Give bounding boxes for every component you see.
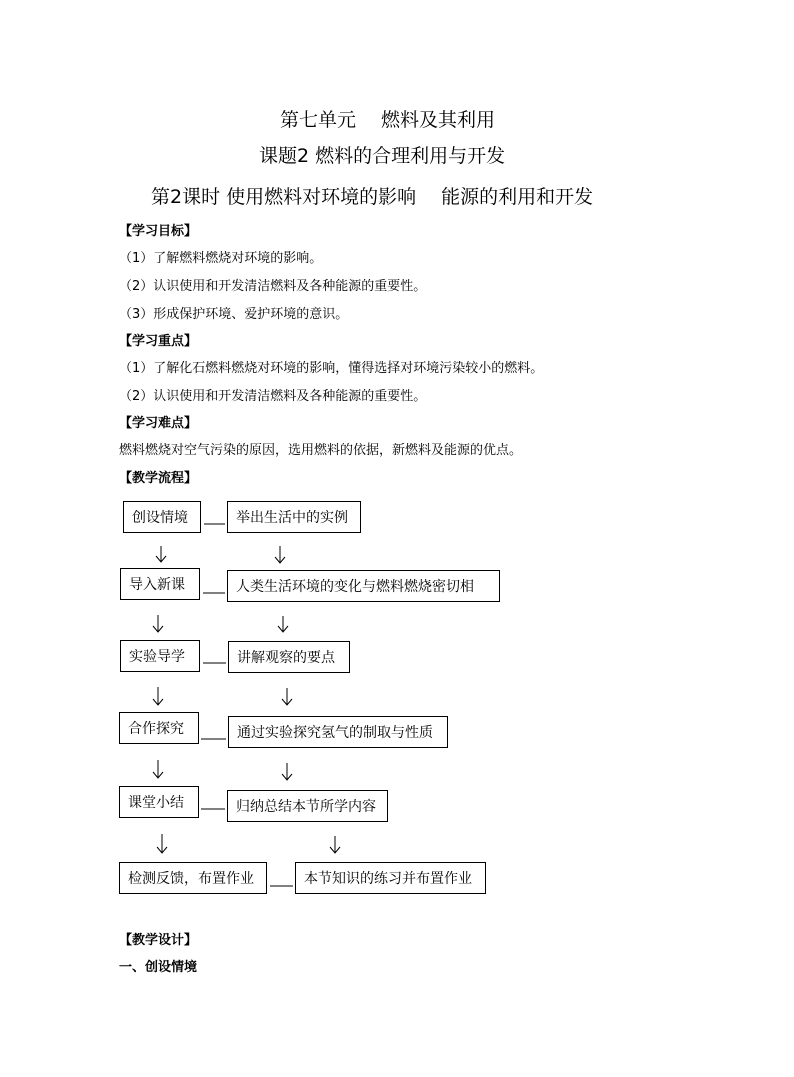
flow-left-box-4: 合作探究 <box>119 712 199 744</box>
left-arrow-3 <box>153 687 163 705</box>
topic-title: 课题2 燃料的合理利用与开发 <box>259 145 506 167</box>
flow-right-box-2: 人类生活环境的变化与燃料燃烧密切相 <box>227 570 500 602</box>
left-arrow-2 <box>153 615 163 632</box>
flow-right-box-3: 讲解观察的要点 <box>228 641 350 673</box>
difficulties-text: 燃料燃烧对空气污染的原因，选用燃料的依据，新燃料及能源的优点。 <box>119 443 523 458</box>
objective-item-1: （1）了解燃料燃烧对环境的影响。 <box>119 251 323 266</box>
right-arrow-5 <box>330 836 340 853</box>
flow-right-box-1: 举出生活中的实例 <box>227 501 361 533</box>
objectives-heading: 【学习目标】 <box>119 224 198 239</box>
design-section-1: 一、创设情境 <box>119 960 198 975</box>
right-arrow-4 <box>282 763 292 780</box>
objective-item-2: （2）认识使用和开发清洁燃料及各种能源的重要性。 <box>119 279 427 294</box>
key-points-heading: 【学习重点】 <box>119 334 198 349</box>
right-arrow-3 <box>282 688 292 705</box>
left-arrow-1 <box>156 546 166 562</box>
left-arrow-5 <box>157 834 167 853</box>
flow-left-box-1: 创设情境 <box>123 501 201 533</box>
flow-left-box-6: 检测反馈，布置作业 <box>119 862 267 894</box>
unit-title: 第七单元 燃料及其利用 <box>280 109 496 131</box>
difficulties-heading: 【学习难点】 <box>119 416 198 431</box>
flow-left-box-3: 实验导学 <box>120 640 200 672</box>
flow-heading: 【教学流程】 <box>119 471 198 486</box>
key-point-item-2: （2）认识使用和开发清洁燃料及各种能源的重要性。 <box>119 389 427 404</box>
flow-right-box-5: 归纳总结本节所学内容 <box>227 790 388 822</box>
flow-left-box-5: 课堂小结 <box>119 786 199 818</box>
flow-right-box-6: 本节知识的练习并布置作业 <box>295 862 486 894</box>
design-heading: 【教学设计】 <box>119 933 198 948</box>
key-point-item-1: （1）了解化石燃料燃烧对环境的影响，懂得选择对环境污染较小的燃料。 <box>119 361 544 376</box>
right-arrow-2 <box>278 616 288 632</box>
objective-item-3: （3）形成保护环境、爱护环境的意识。 <box>119 307 349 322</box>
flow-left-box-2: 导入新课 <box>120 568 200 600</box>
flow-right-box-4: 通过实验探究氢气的制取与性质 <box>228 716 448 748</box>
left-arrow-4 <box>153 760 163 778</box>
right-arrow-1 <box>275 546 285 563</box>
lesson-title: 第2课时 使用燃料对环境的影响 能源的利用和开发 <box>151 186 594 208</box>
